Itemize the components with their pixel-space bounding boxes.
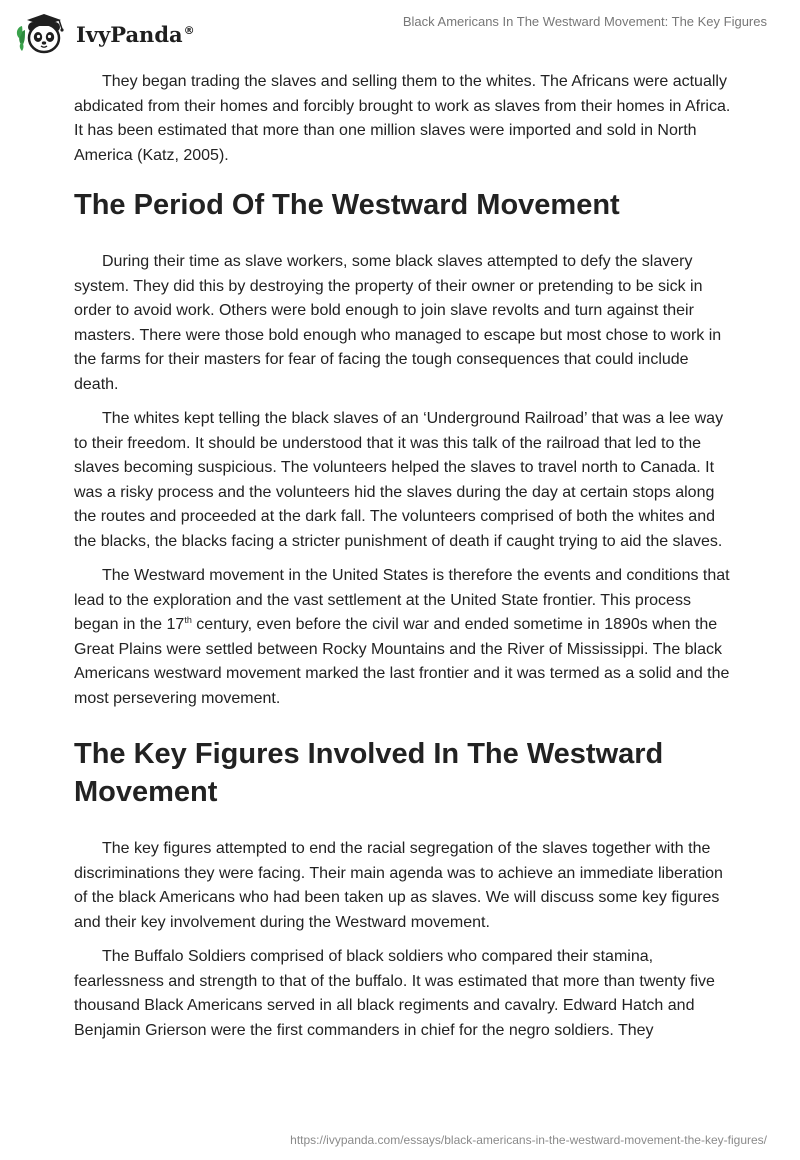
paragraph-underground-railroad: The whites kept telling the black slaves of an ‘Underground Railroad’ that was a lee way to their freedom. It should be understood that it was this talk of the railroad that led to the slaves becoming suspicious. The volunteers helped the slaves to travel north to Canada. It was a risky process and the volunteers hid the slaves during the day at certain stops along the routes and proceeded at the dark fall. The volunteers comprised of both the whites and the blacks, the blacks facing a stricter punishment of death if caught trying to aid the slaves. <box>74 410 724 550</box>
ivypanda-logo[interactable] <box>16 10 195 56</box>
paragraph-key-figures-intro: The key figures attempted to end the racial segregation of the slaves together with the discriminations they were facing. Their main agenda was to achieve an immediate liberation of the black Americans who had been taken up as slaves. We will discuss some key figures and their key involvement during the Westward movement. <box>74 840 723 931</box>
paragraph-westward-movement-definition <box>74 564 734 711</box>
essay-content <box>74 70 734 1053</box>
paragraph-buffalo-soldiers: The Buffalo Soldiers comprised of black soldiers who compared their stamina, fearlessness and strength to that of the buffalo. It was estimated that more than twenty five thousand Black Americans served in all black regiments and cavalry. Edward Hatch and Benjamin Grierson were the first commanders in chief for the negro soldiers. They <box>74 948 715 1039</box>
source-url[interactable]: https://ivypanda.com/essays/black-americans-in-the-westward-movement-the-key-figures/ <box>290 1133 767 1147</box>
heading-key-figures: The Key Figures Involved In The Westward Movement <box>74 738 664 808</box>
document-title: Black Americans In The Westward Movement: The Key Figures <box>402 14 767 29</box>
paragraph-text-end: century, even before the civil war and ended sometime in 1890s when the Great Plains were settled between Rocky Mountains and the River of Mississippi. The black Americans westward movement marked the last frontier and it was termed as a solid and the most persevering movement. <box>74 616 730 707</box>
paragraph-slave-defiance: During their time as slave workers, some black slaves attempted to defy the slavery system. They did this by destroying the property of their owner or pretending to be sick in order to avoid work. Others were bold enough to join slave revolts and turn against their masters. There were those bold enough who managed to escape but most chose to work in the farms for their masters for fear of facing the tough consequences that could include death. <box>74 253 722 393</box>
registered-mark: ® <box>183 23 195 37</box>
paragraph-slave-trade: They began trading the slaves and selling them to the whites. The Africans were actually abdicated from their homes and forcibly brought to work as slaves from their homes in Africa. It has been estimated that more than one million slaves were imported and sold in North America (Katz, 2005). <box>74 73 731 164</box>
ordinal-superscript: th <box>184 615 192 625</box>
heading-period-westward-movement: The Period Of The Westward Movement <box>74 189 620 221</box>
page-header <box>0 0 800 62</box>
brand-name: IvyPanda® <box>76 21 195 47</box>
panda-graduation-cap-icon <box>16 10 70 56</box>
paragraph-text-start: The Westward movement in the United States is therefore the events and conditions that lead to the exploration and the vast settlement at the United State frontier. This process began in the 17 <box>74 567 730 633</box>
